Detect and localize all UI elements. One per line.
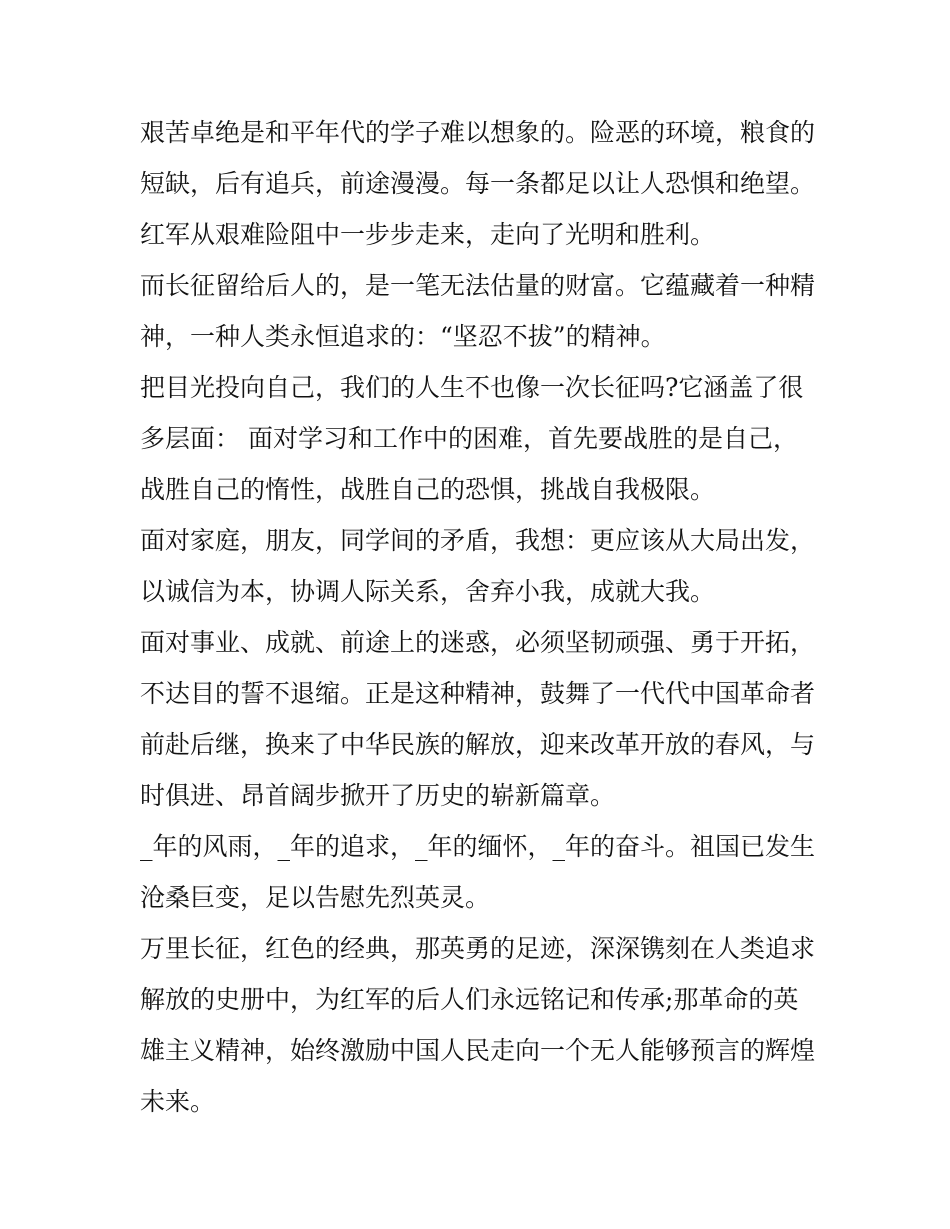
text-line: 未来。 [140, 1087, 216, 1116]
text-line: 艰苦卓绝是和平年代的学子难以想象的。险恶的环境，粮食的 [140, 118, 816, 147]
text-line: _年的风雨，_年的追求，_年的缅怀，_年的奋斗。祖国已发生 [140, 832, 816, 861]
text-line: 解放的史册中，为红军的后人们永远铭记和传承;那革命的英 [140, 985, 799, 1014]
text-line: 时俱进、昂首阔步掀开了历史的崭新篇章。 [140, 781, 616, 810]
text-line: 而长征留给后人的，是一笔无法估量的财富。它蕴藏着一种精 [140, 271, 816, 300]
text-line: 战胜自己的惰性，战胜自己的恐惧，挑战自我极限。 [140, 475, 716, 504]
text-line: 面对家庭，朋友，同学间的矛盾，我想：更应该从大局出发， [140, 526, 816, 555]
document-body [140, 107, 820, 1127]
text-line: 神，一种人类永恒追求的：“坚忍不拔”的精神。 [140, 322, 666, 351]
text-line: 雄主义精神，始终激励中国人民走向一个无人能够预言的辉煌 [140, 1036, 816, 1065]
text-line: 面对事业、成就、前途上的迷惑，必须坚韧顽强、勇于开拓， [140, 628, 816, 657]
text-line: 把目光投向自己，我们的人生不也像一次长征吗?它涵盖了很 [140, 373, 804, 402]
text-line: 短缺，后有追兵，前途漫漫。每一条都足以让人恐惧和绝望。 [140, 169, 816, 198]
text-line: 万里长征，红色的经典，那英勇的足迹，深深镌刻在人类追求 [140, 934, 816, 963]
text-line: 不达目的誓不退缩。正是这种精神，鼓舞了一代代中国革命者 [140, 679, 816, 708]
text-line: 多层面： 面对学习和工作中的困难，首先要战胜的是自己， [140, 424, 798, 453]
text-line: 前赴后继，换来了中华民族的解放，迎来改革开放的春风，与 [140, 730, 816, 759]
text-line: 沧桑巨变，足以告慰先烈英灵。 [140, 883, 491, 912]
text-line: 红军从艰难险阻中一步步走来，走向了光明和胜利。 [140, 220, 716, 249]
text-line: 以诚信为本，协调人际关系，舍弃小我，成就大我。 [140, 577, 716, 606]
